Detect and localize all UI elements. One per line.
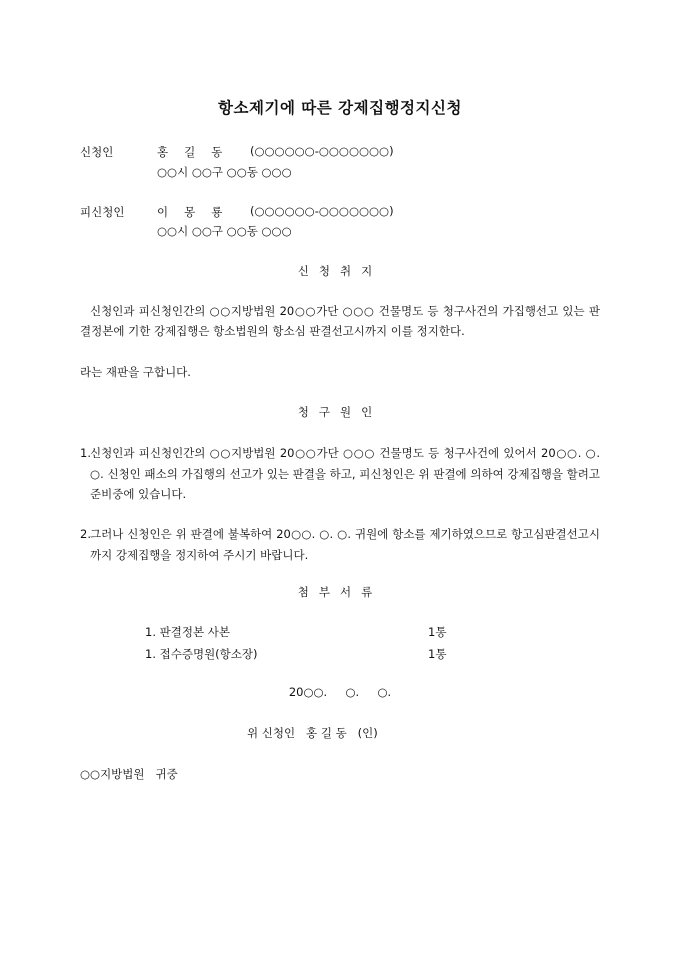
respondent-address: ○○시 ○○구 ○○동 ○○○: [157, 224, 292, 238]
respondent-id: (○○○○○○-○○○○○○○): [250, 204, 394, 218]
cause-item-number: 2.: [80, 527, 91, 541]
document-title: 항소제기에 따른 강제집행정지신청: [218, 99, 462, 117]
attachment-item: 1. 접수증명원(항소장): [145, 647, 258, 661]
applicant-name: 홍길동: [157, 145, 239, 159]
purpose-heading: 신청취지: [297, 264, 383, 278]
cause-item: [80, 524, 600, 565]
cause-heading: 청구원인: [297, 405, 383, 419]
purpose-body: 신청인과 피신청인간의 ○○지방법원 20○○가단 ○○○ 건물명도 등 청구사건의 가집행선고 있는 판결정본에 기한 강제집행은 항소법원의 항소심 판결선고시까지 이를 정지한다.: [80, 304, 600, 338]
cause-item-text: 그러나 신청인은 위 판결에 불복하여 20○○. ○. ○. 귀원에 항소를 제기하였으므로 항고심판결선고시까지 강제집행을 정지하여 주시기 바랍니다.: [90, 527, 600, 562]
attachments-heading: 첨부서류: [297, 585, 383, 599]
attachment-qty: 1통: [428, 647, 447, 661]
attachment-item: 1. 판결정본 사본: [145, 625, 230, 639]
cause-item: [80, 443, 600, 505]
purpose-closing: 라는 재판을 구합니다.: [80, 365, 191, 379]
applicant-id: (○○○○○○-○○○○○○○): [250, 144, 394, 158]
attachment-qty: 1통: [428, 625, 447, 639]
signature-line: 위 신청인 홍 길 동 (인): [247, 726, 378, 740]
court-addressee: ○○지방법원 귀중: [80, 767, 178, 781]
cause-item-number: 1.: [80, 446, 91, 460]
respondent-name: 이몽룡: [157, 205, 239, 219]
applicant-address: ○○시 ○○구 ○○동 ○○○: [157, 165, 292, 179]
respondent-label: 피신청인: [80, 205, 125, 219]
cause-item-text: 신청인과 피신청인간의 ○○지방법원 20○○가단 ○○○ 건물명도 등 청구사건에 있어서 20○○. ○. ○. 신청인 패소의 가집행의 선고가 있는 판결을 하고, 피신청인은 위 판결에 의하여 강제집행을 할려고 준비중에 있습니다.: [90, 446, 600, 501]
applicant-label: 신청인: [80, 145, 114, 159]
document-date: 20○○. ○. ○.: [288, 685, 392, 699]
